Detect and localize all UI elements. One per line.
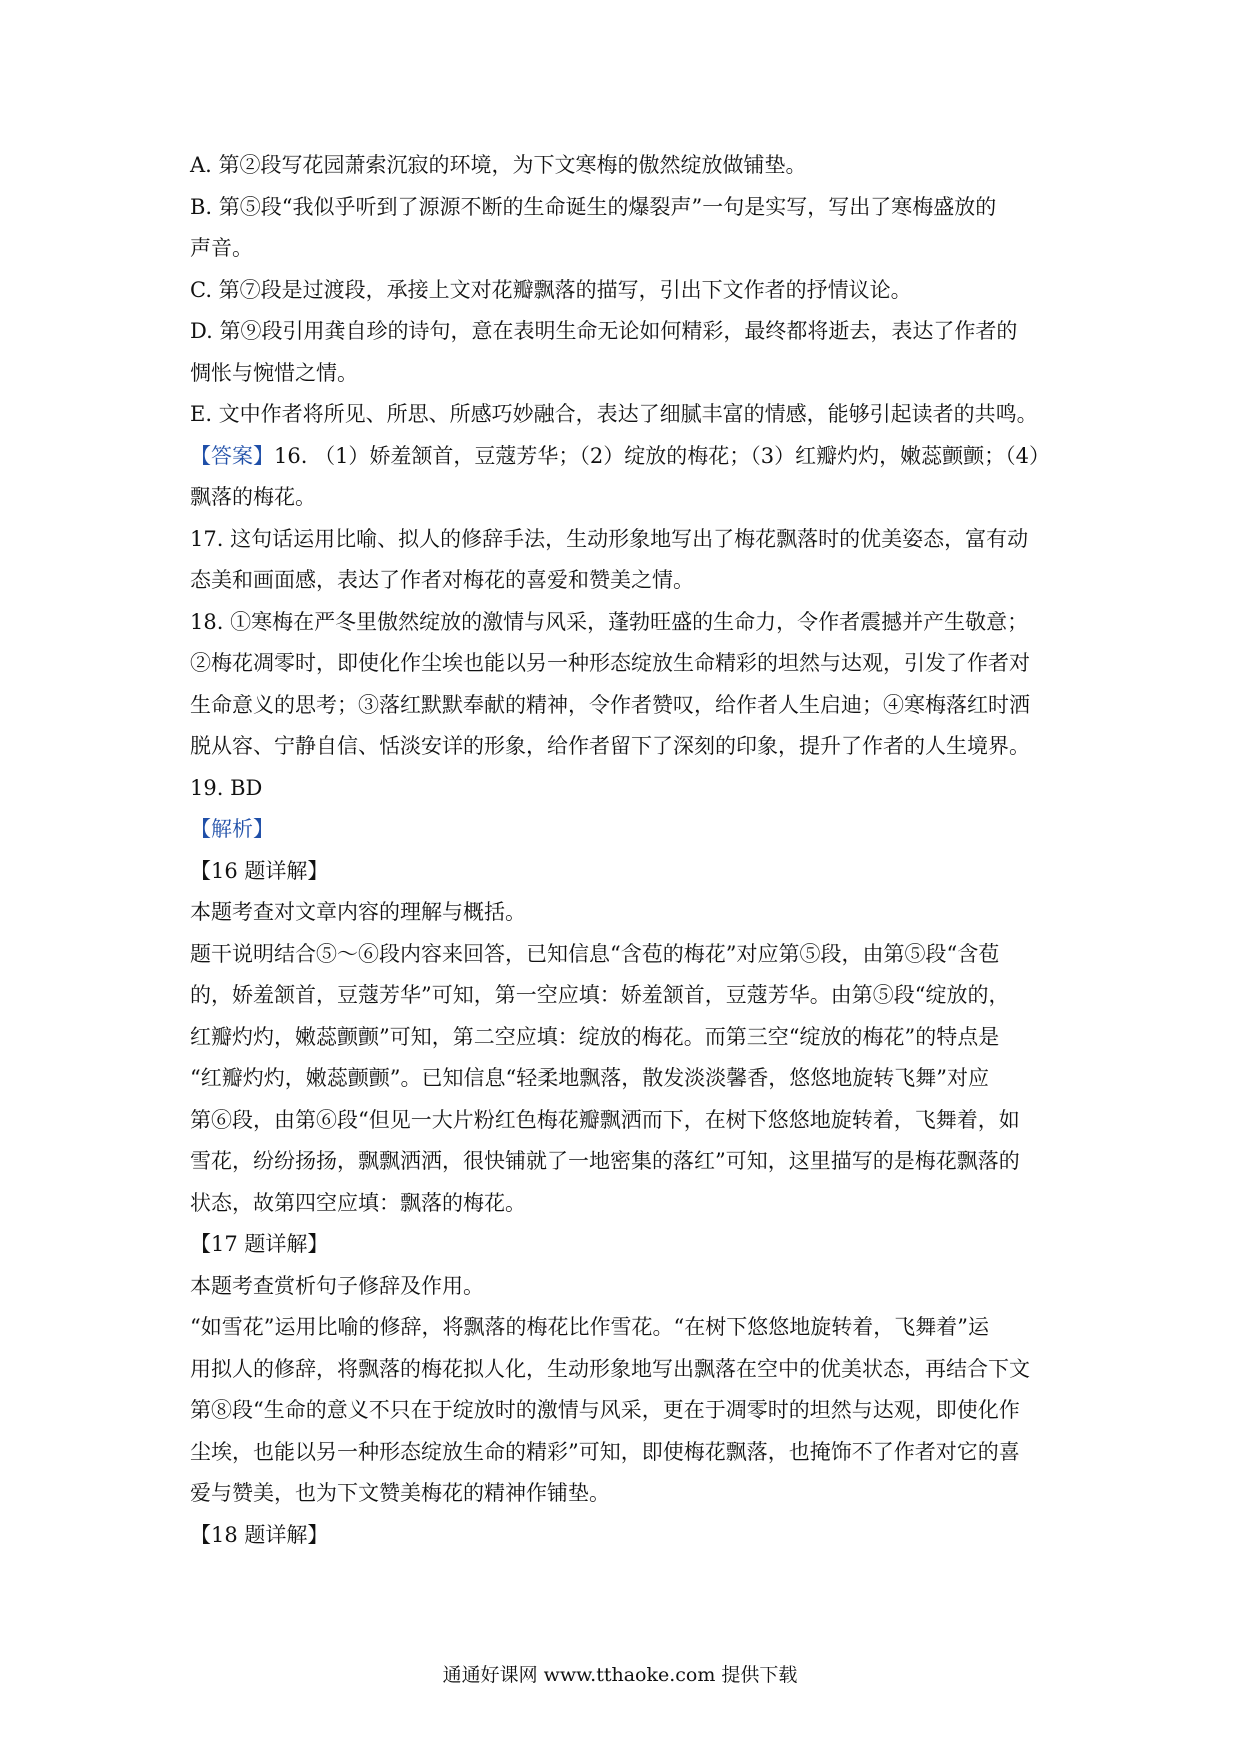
option-e-line: E. 文中作者将所见、所思、所感巧妙融合，表达了细腻丰富的情感，能够引起读者的共鸣。 bbox=[190, 402, 1038, 426]
answer-16-text: 16. （1）娇羞颔首，豆蔻芳华；（2）绽放的梅花；（3）红瓣灼灼，嫩蕊颤颤；（4） bbox=[274, 443, 1051, 468]
option-b-line-cont: 声音。 bbox=[190, 236, 253, 260]
section-16-para-1: 题干说明结合⑤～⑥段内容来回答，已知信息“含苞的梅花”对应第⑤段，由第⑤段“含苞 bbox=[190, 941, 1000, 966]
answer-tag: 【答案】 bbox=[190, 443, 274, 468]
analysis-tag: 【解析】 bbox=[190, 817, 274, 841]
section-17-para-1: “如雪花”运用比喻的修辞，将飘落的梅花比作雪花。“在树下悠悠地旋转着，飞舞着”运 bbox=[190, 1315, 989, 1339]
answer-16-line bbox=[190, 443, 1070, 485]
option-c-line: C. 第⑦段是过渡段，承接上文对花瓣飘落的描写，引出下文作者的抒情议论。 bbox=[190, 277, 912, 302]
answer-18-line-4: 脱从容、宁静自信、恬淡安详的形象，给作者留下了深刻的印象，提升了作者的人生境界。 bbox=[190, 734, 1030, 758]
option-a-line: A. 第②段写花园萧索沉寂的环境，为下文寒梅的傲然绽放做铺垫。 bbox=[190, 153, 807, 177]
section-17-para-3: 第⑧段“生命的意义不只在于绽放时的激情与风采，更在于凋零时的坦然与达观，即使化作 bbox=[190, 1398, 1020, 1422]
section-17-para-5: 爱与赞美，也为下文赞美梅花的精神作铺垫。 bbox=[190, 1481, 610, 1505]
section-16-intro: 本题考查对文章内容的理解与概括。 bbox=[190, 900, 526, 924]
option-d-line-cont: 惆怅与惋惜之情。 bbox=[190, 360, 358, 385]
section-16-para-4: “红瓣灼灼，嫩蕊颤颤”。已知信息“轻柔地飘落，散发淡淡馨香，悠悠地旋转飞舞”对应 bbox=[190, 1066, 989, 1090]
section-16-heading: 【16 题详解】 bbox=[190, 858, 329, 883]
answer-16-line-cont: 飘落的梅花。 bbox=[190, 485, 316, 509]
answer-18-line-3: 生命意义的思考；③落红默默奉献的精神，令作者赞叹，给作者人生启迪；④寒梅落红时洒 bbox=[190, 692, 1030, 717]
option-d-line: D. 第⑨段引用龚自珍的诗句，意在表明生命无论如何精彩，最终都将逝去，表达了作者的 bbox=[190, 319, 1018, 343]
answer-18-line-1: 18. ①寒梅在严冬里傲然绽放的激情与风采，蓬勃旺盛的生命力，令作者震撼并产生敬意； bbox=[190, 609, 1029, 634]
section-16-para-7: 状态，故第四空应填：飘落的梅花。 bbox=[190, 1190, 526, 1215]
section-16-para-3: 红瓣灼灼，嫩蕊颤颤”可知，第二空应填：绽放的梅花。而第三空“绽放的梅花”的特点是 bbox=[190, 1024, 1000, 1049]
answer-17-line-cont: 态美和画面感，表达了作者对梅花的喜爱和赞美之情。 bbox=[190, 568, 694, 592]
section-17-intro: 本题考查赏析句子修辞及作用。 bbox=[190, 1273, 484, 1298]
answer-18-line-2: ②梅花凋零时，即使化作尘埃也能以另一种形态绽放生命精彩的坦然与达观，引发了作者对 bbox=[190, 651, 1030, 675]
option-b-line: B. 第⑤段“我似乎听到了源源不断的生命诞生的爆裂声”一句是实写，写出了寒梅盛放的 bbox=[190, 194, 997, 219]
section-18-heading: 【18 题详解】 bbox=[190, 1522, 329, 1547]
answer-17-line: 17. 这句话运用比喻、拟人的修辞手法，生动形象地写出了梅花飘落时的优美姿态，富有动 bbox=[190, 526, 1029, 551]
footer-source-text: 通通好课网 www.tthaoke.com 提供下载 bbox=[442, 1664, 798, 1686]
section-17-heading: 【17 题详解】 bbox=[190, 1232, 329, 1256]
answer-19-line: 19. BD bbox=[190, 775, 263, 800]
section-16-para-2: 的，娇羞颔首，豆蔻芳华”可知，第一空应填：娇羞颔首，豆蔻芳华。由第⑤段“绽放的， bbox=[190, 983, 1010, 1007]
document-body bbox=[190, 152, 1070, 1563]
section-16-para-6: 雪花，纷纷扬扬，飘飘洒洒，很快铺就了一地密集的落红”可知，这里描写的是梅花飘落的 bbox=[190, 1149, 1020, 1173]
section-17-para-2: 用拟人的修辞，将飘落的梅花拟人化，生动形象地写出飘落在空中的优美状态，再结合下文 bbox=[190, 1356, 1030, 1381]
section-17-para-4: 尘埃，也能以另一种形态绽放生命的精彩”可知，即使梅花飘落，也掩饰不了作者对它的喜 bbox=[190, 1439, 1020, 1464]
section-16-para-5: 第⑥段，由第⑥段“但见一大片粉红色梅花瓣飘洒而下，在树下悠悠地旋转着，飞舞着，如 bbox=[190, 1107, 1020, 1132]
